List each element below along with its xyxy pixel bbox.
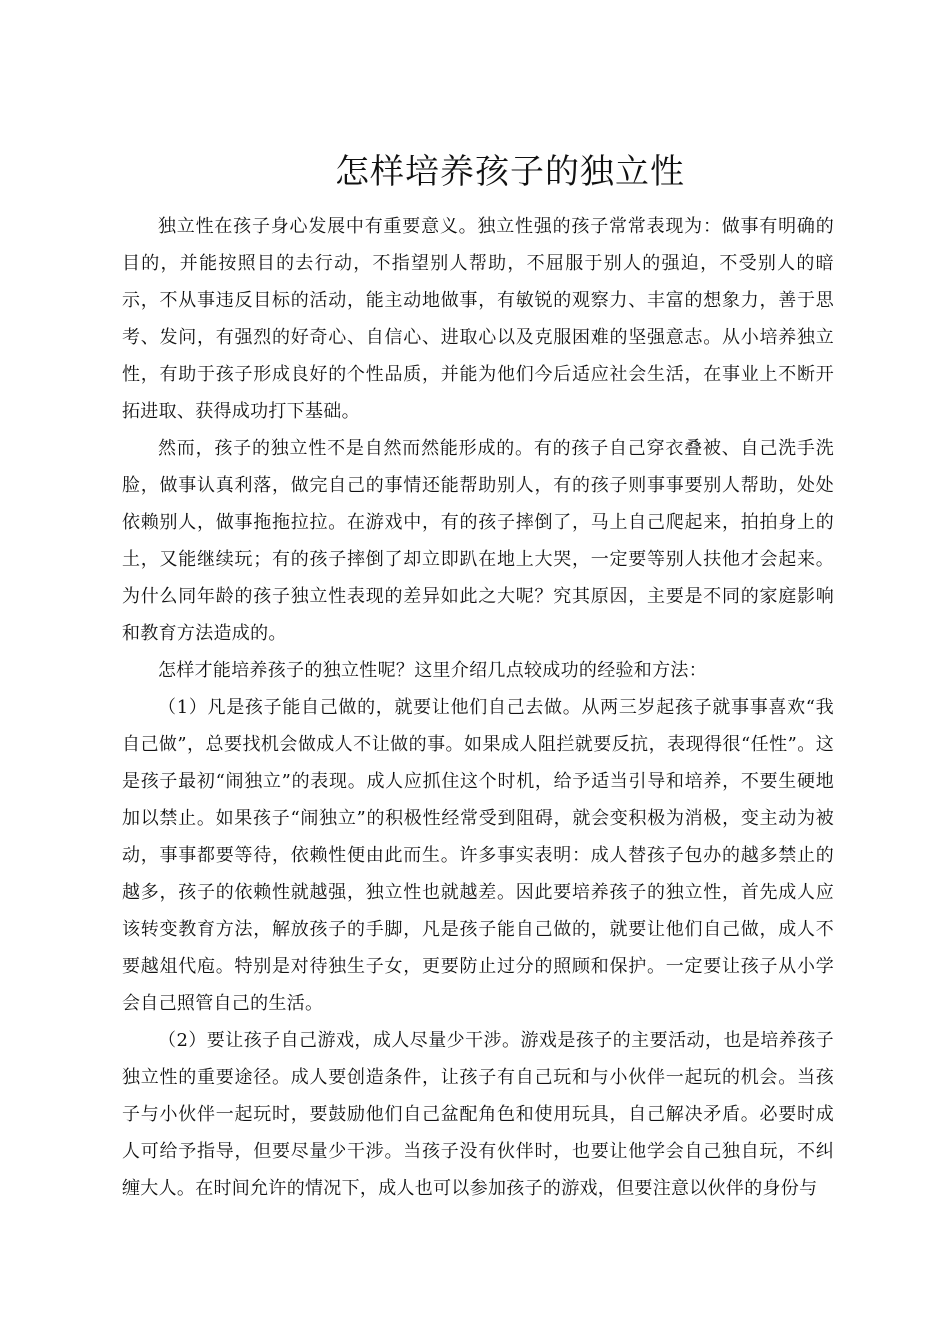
paragraph-method-2: （2）要让孩子自己游戏，成人尽量少干涉。游戏是孩子的主要活动，也是培养孩子独立性的重要途径。成人要创造条件，让孩子有自己玩和与小伙伴一起玩的机会。当孩子与小伙伴一起玩时，要鼓励他们自己盆配角色和使用玩具，自己解决矛盾。必要时成人可给予指导，但要尽量少干涉。当孩子没有伙伴时，也要让他学会自己独自玩，不纠缠大人。在时间允许的情况下，成人也可以参加孩子的游戏，但要注意以伙伴的身份与 bbox=[122, 1030, 834, 1199]
paragraph-intro: 独立性在孩子身心发展中有重要意义。独立性强的孩子常常表现为：做事有明确的目的，并能按照目的去行动，不指望别人帮助，不屈服于别人的强迫，不受别人的暗示，不从事违反目标的活动，能主动地做事，有敏锐的观察力、丰富的想象力，善于思考、发问，有强烈的好奇心、自信心、进取心以及克服困难的坚强意志。从小培养独立性，有助于孩子形成良好的个性品质，并能为他们今后适应社会生活，在事业上不断开拓进取、获得成功打下基础。 bbox=[122, 216, 834, 422]
paragraph-method-1: （1）凡是孩子能自己做的，就要让他们自己去做。从两三岁起孩子就事事喜欢“我自己做”，总要找机会做成人不让做的事。如果成人阻拦就要反抗，表现得很“任性”。这是孩子最初“闹独立”的表现。成人应抓住这个时机，给予适当引导和培养，不要生硬地加以禁止。如果孩子“闹独立”的积极性经常受到阻碍，就会变积极为消极，变主动为被动，事事都要等待，依赖性便由此而生。许多事实表明：成人替孩子包办的越多禁止的越多，孩子的依赖性就越强，独立性也就越差。因此要培养孩子的独立性，首先成人应该转变教育方法，解放孩子的手脚，凡是孩子能自己做的，就要让他们自己做，成人不要越俎代庖。特别是对待独生子女，更要防止过分的照顾和保护。一定要让孩子从小学会自己照管自己的生活。 bbox=[122, 697, 834, 1014]
paragraph-causes: 然而，孩子的独立性不是自然而然能形成的。有的孩子自己穿衣叠被、自己洗手洗脸，做事认真利落，做完自己的事情还能帮助别人，有的孩子则事事要别人帮助，处处依赖别人，做事拖拖拉拉。在游戏中，有的孩子摔倒了，马上自己爬起来，拍拍身上的土，又能继续玩；有的孩子摔倒了却立即趴在地上大哭，一定要等别人扶他才会起来。为什么同年龄的孩子独立性表现的差异如此之大呢？究其原因，主要是不同的家庭影响和教育方法造成的。 bbox=[122, 438, 834, 644]
document-title: 怎样培养孩子的独立性 bbox=[335, 152, 685, 192]
paragraph-methods-intro: 怎样才能培养孩子的独立性呢？这里介绍几点较成功的经验和方法： bbox=[158, 660, 707, 681]
document-body bbox=[122, 208, 834, 1207]
